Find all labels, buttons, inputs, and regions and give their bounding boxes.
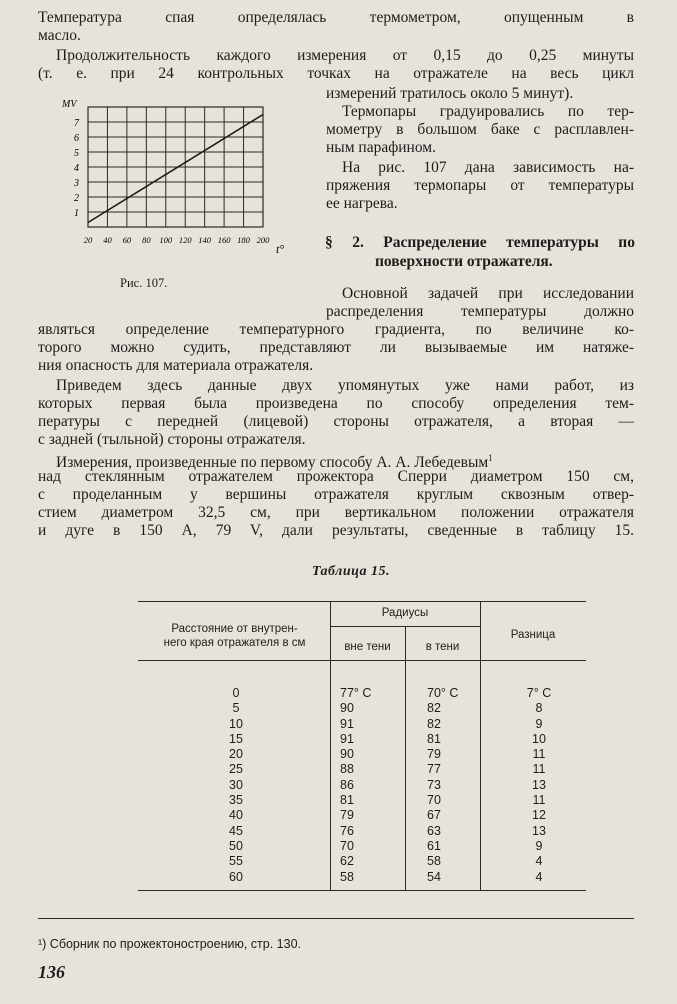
distance-cell: 30: [229, 777, 243, 792]
intro-line-1: Температура спая определялась термометром, опущенным в: [38, 9, 634, 26]
table-bottom-rule: [138, 890, 586, 891]
outside-shadow-cell: 81: [340, 793, 354, 808]
right-line-6: пряжения термопары от температуры: [326, 177, 634, 194]
table-title: Таблица 15.: [312, 564, 390, 579]
right-line-2: Термопары градуировались по тер-: [342, 103, 634, 120]
x-tick-label: 100: [159, 235, 173, 245]
in-shadow-cell: 77: [427, 762, 441, 777]
header-bottom-rule: [138, 660, 586, 661]
difference-cell: 13: [532, 823, 546, 838]
body-line-7: с задней (тыльной) стороны отражателя.: [38, 431, 306, 448]
in-shadow-cell: 79: [427, 747, 441, 762]
intro-line-3: Продолжительность каждого измерения от 0,15 до 0,25 минуты: [56, 47, 634, 64]
difference-cell: 13: [532, 777, 546, 792]
outside-shadow-cell: 77° C: [340, 686, 372, 700]
col-outside-shadow-header: вне тени: [344, 641, 391, 653]
x-tick-label: 140: [198, 235, 212, 245]
section-right-line-2: распределения температуры должно: [326, 303, 634, 320]
in-shadow-cell: 58: [427, 854, 441, 869]
col-outside-shadow-values: [340, 686, 394, 885]
x-tick-label: 120: [178, 235, 192, 245]
col-distance-header-line-1: Расстояние от внутрен-: [171, 623, 298, 635]
distance-cell: 25: [229, 762, 243, 777]
body-line-6: пературы с передней (лицевой) стороны отражателя, а вторая —: [38, 413, 634, 430]
col-difference-values: [515, 686, 563, 885]
body-line-10: с проделанным у вершины отражателя круглым сквозным отвер-: [38, 486, 634, 503]
in-shadow-cell: 67: [427, 808, 441, 823]
body-line-12: и дуге в 150 A, 79 V, дали результаты, сведенные в таблицу 15.: [38, 522, 634, 539]
outside-shadow-cell: 70: [340, 838, 354, 853]
figure-caption: Рис. 107.: [120, 276, 168, 290]
outside-shadow-cell: 90: [340, 747, 354, 762]
y-tick-label: 3: [74, 178, 79, 189]
distance-cell: 15: [229, 731, 243, 746]
outside-shadow-cell: 62: [340, 854, 354, 869]
col-distance-header-line-2: него края отражателя в см: [163, 637, 306, 649]
distance-cell: 5: [232, 701, 240, 716]
footnote-rule: [38, 918, 634, 919]
distance-cell: 40: [229, 808, 243, 823]
body-line-4: Приведем здесь данные двух упомянутых уже нами работ, из: [56, 377, 634, 394]
y-tick-label: 5: [74, 148, 79, 159]
col-distance-header: [142, 622, 327, 650]
col-distance-values: [200, 686, 272, 885]
col-difference-header: Разница: [510, 629, 556, 641]
section-heading-line-1: § 2. Распределение температуры по: [325, 234, 635, 251]
y-tick-label: 7: [74, 118, 79, 129]
difference-cell: 11: [532, 793, 546, 808]
table-top-rule: [138, 601, 586, 602]
data-line: [88, 115, 263, 223]
body-line-1: являться определение температурного градиента, по величине ко-: [38, 321, 634, 338]
body-line-3: ния опасность для материала отражателя.: [38, 357, 314, 374]
section-right-line-1: Основной задачей при исследовании: [342, 285, 634, 302]
x-tick-label: 200: [256, 235, 270, 245]
distance-cell: 10: [229, 716, 243, 731]
x-tick-label: 160: [217, 235, 231, 245]
distance-cell: 55: [229, 854, 243, 869]
y-tick-label: 4: [74, 163, 79, 174]
right-line-3: мометру в большом баке с расплавлен-: [326, 121, 634, 138]
outside-shadow-cell: 86: [340, 777, 354, 792]
x-unit-label: t°: [276, 242, 285, 256]
in-shadow-cell: 63: [427, 823, 441, 838]
in-shadow-cell: 82: [427, 701, 441, 716]
distance-cell: 50: [229, 838, 243, 853]
intro-line-2: масло.: [38, 27, 81, 44]
y-tick-label: 1: [74, 208, 79, 219]
chart-grid: [88, 107, 263, 227]
x-tick-label: 60: [122, 235, 132, 245]
footnote-ref: 1: [488, 453, 493, 463]
y-unit-label: MV: [62, 99, 77, 110]
right-line-4: ным парафином.: [326, 139, 436, 156]
x-tick-label: 20: [83, 235, 93, 245]
footnote: ¹) Сборник по прожектоностроению, стр. 130.: [38, 937, 301, 951]
x-tick-label: 40: [103, 235, 112, 245]
figure-107: [58, 95, 290, 265]
outside-shadow-cell: 58: [340, 869, 354, 884]
in-shadow-cell: 82: [427, 716, 441, 731]
difference-cell: 10: [532, 731, 546, 746]
x-tick-label: 80: [142, 235, 151, 245]
y-tick-label: 6: [74, 133, 79, 144]
outside-shadow-cell: 79: [340, 808, 354, 823]
right-line-7: ее нагрева.: [326, 195, 398, 212]
section-heading-line-2: поверхности отражателя.: [375, 253, 553, 270]
body-line-9: над стеклянным отражателем прожектора Сперри диаметром 150 см,: [38, 468, 634, 485]
outside-shadow-cell: 90: [340, 701, 354, 716]
difference-cell: 4: [535, 869, 543, 884]
difference-cell: 12: [532, 808, 546, 823]
y-tick-label: 2: [74, 193, 79, 204]
body-line-2: торого можно судить, представляют ли вызываемые им натяже-: [38, 339, 634, 356]
difference-cell: 4: [535, 854, 543, 869]
right-line-5: На рис. 107 дана зависимость на-: [342, 159, 634, 176]
difference-cell: 11: [532, 747, 546, 762]
group-header-radii: Радиусы: [381, 607, 429, 619]
distance-cell: 35: [229, 793, 243, 808]
body-line-5: которых первая была произведена по способу определения тем-: [38, 395, 634, 412]
in-shadow-cell: 70: [427, 793, 441, 808]
body-line-8-text: Измерения, произведенные по первому способу А. А. Лебедевым: [56, 454, 489, 472]
in-shadow-cell: 70° C: [427, 686, 459, 700]
right-line-1: измерений тратилось около 5 минут).: [326, 85, 574, 102]
outside-shadow-cell: 91: [340, 716, 354, 731]
difference-cell: 11: [532, 762, 546, 777]
col-in-shadow-values: [427, 686, 481, 885]
page-number: 136: [38, 962, 65, 982]
outside-shadow-cell: 76: [340, 823, 354, 838]
distance-cell: 45: [229, 823, 243, 838]
in-shadow-cell: 81: [427, 731, 441, 746]
in-shadow-cell: 73: [427, 777, 441, 792]
difference-cell: 9: [535, 838, 543, 853]
outside-shadow-cell: 88: [340, 762, 354, 777]
distance-cell: 60: [229, 869, 243, 884]
col-in-shadow-header: в тени: [425, 641, 460, 653]
in-shadow-cell: 54: [427, 869, 441, 884]
x-tick-label: 180: [237, 235, 250, 245]
outside-shadow-cell: 91: [340, 731, 354, 746]
table-divider-2: [405, 626, 406, 890]
intro-line-4: (т. е. при 24 контрольных точках на отражателе на весь цикл: [38, 65, 634, 82]
distance-cell: 20: [229, 747, 243, 762]
body-line-11: стием диаметром 32,5 см, при вертикальном положении отражателя: [38, 504, 634, 521]
difference-cell: 8: [535, 701, 543, 716]
in-shadow-cell: 61: [427, 838, 441, 853]
thermocouple-chart: [58, 95, 290, 265]
difference-cell: 9: [535, 716, 543, 731]
difference-cell: 7° C: [526, 686, 552, 700]
distance-cell: 0: [232, 686, 240, 700]
